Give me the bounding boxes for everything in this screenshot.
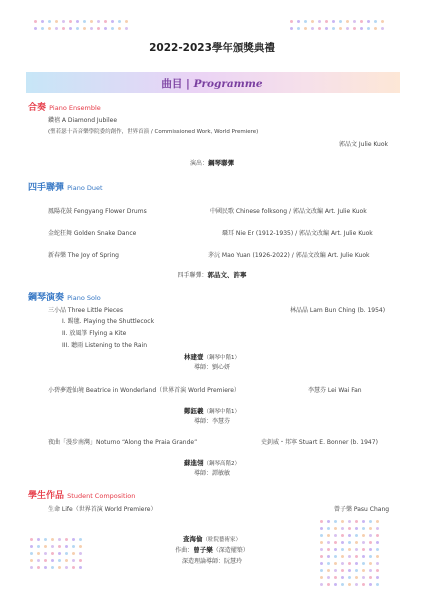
decor-dot <box>34 27 37 30</box>
decor-dot <box>360 20 363 23</box>
decor-dot <box>304 20 307 23</box>
section-heading-duet: 四手聯彈 Piano Duet <box>28 183 103 193</box>
decor-dot <box>376 576 379 579</box>
section-heading-solo: 鋼琴演奏 Piano Solo <box>28 293 101 303</box>
solo-piece3-composer: 史釗威・邦寧 Stuart E. Bonner (b. 1947) <box>261 439 378 446</box>
decor-dot <box>58 566 61 569</box>
decor-dot <box>44 566 47 569</box>
page-title: 2022-2023學年頒獎典禮 <box>149 42 275 54</box>
decor-dot <box>69 27 72 30</box>
decor-dot <box>346 20 349 23</box>
decor-dot <box>325 27 328 30</box>
decor-dot <box>334 569 337 572</box>
decor-dot <box>374 20 377 23</box>
decor-dot <box>327 520 330 523</box>
decor-dot <box>320 569 323 572</box>
section-heading-composition: 學生作品 Student Composition <box>28 491 136 501</box>
decor-dot <box>318 20 321 23</box>
solo-piece2-title: 小碧夢遊仙境 Beatrice in Wonderland（世界首演 World Premiere） <box>48 387 240 394</box>
decor-dot <box>311 27 314 30</box>
decor-dot <box>355 583 358 586</box>
decor-dot <box>369 527 372 530</box>
decor-dot <box>97 27 100 30</box>
decor-dot <box>90 27 93 30</box>
decor-dot <box>290 20 293 23</box>
decor-dot <box>362 569 365 572</box>
decor-dot <box>367 27 370 30</box>
decor-dot <box>353 20 356 23</box>
ensemble-performer: 演出：鋼琴聯彈 <box>189 159 234 167</box>
decor-dot <box>341 520 344 523</box>
decor-dot <box>48 27 51 30</box>
decor-dot <box>339 20 342 23</box>
decor-dot <box>327 583 330 586</box>
decor-dot <box>297 27 300 30</box>
decor-dot <box>290 27 293 30</box>
solo-teacher-2: 導師：李慧芬 <box>193 418 230 425</box>
decor-dot <box>374 27 377 30</box>
decor-dot <box>339 27 342 30</box>
composition-title: 生命 Life（世界首演 World Premiere） <box>48 506 157 513</box>
decor-dot <box>355 569 358 572</box>
decor-dot <box>118 20 121 23</box>
decor-dot <box>48 20 51 23</box>
decor-dot <box>90 20 93 23</box>
decor-dot <box>111 27 114 30</box>
solo-performer-2: 鄭鈺羲（鋼琴中階1） <box>184 407 240 415</box>
decor-dot <box>55 27 58 30</box>
ensemble-note: (聖若瑟十音音樂學院委約創作，世界首演 / Commissioned Work, World Premiere) <box>48 129 259 135</box>
decor-dot <box>362 527 365 530</box>
decor-dot <box>320 527 323 530</box>
decor-dot <box>381 27 384 30</box>
decor-dot <box>327 527 330 530</box>
section-heading-ensemble: 合奏 Piano Ensemble <box>28 103 101 113</box>
decor-dot <box>65 566 68 569</box>
solo-teacher-3: 導師：譚敏敏 <box>193 470 230 477</box>
decor-dot <box>76 27 79 30</box>
duet-piece-composer: 中國民歌 Chinese folksong / 郭品文改編 Art. Julie Kuok <box>210 208 367 215</box>
decor-dot <box>51 566 54 569</box>
decor-dot <box>332 20 335 23</box>
decor-dot <box>41 20 44 23</box>
decor-dot <box>125 20 128 23</box>
decor-dot <box>334 527 337 530</box>
decor-dot <box>362 576 365 579</box>
decor-dot <box>83 27 86 30</box>
decor-dot <box>355 527 358 530</box>
solo-performer-1: 林建壹（鋼琴中階1） <box>184 353 240 361</box>
decor-dot <box>111 20 114 23</box>
decor-dot <box>341 569 344 572</box>
decor-dot <box>62 20 65 23</box>
decor-dot <box>311 20 314 23</box>
duet-performers: 四手聯彈：郭品文、許寧 <box>177 271 247 279</box>
decor-dot <box>97 20 100 23</box>
decor-dot <box>125 27 128 30</box>
decor-dot <box>341 576 344 579</box>
decor-dot <box>69 20 72 23</box>
decor-dot <box>348 569 351 572</box>
duet-piece-composer: 聶耳 Nie Er (1912-1935) / 郭品文改編 Art. Julie Kuok <box>222 230 373 237</box>
decor-dot <box>334 576 337 579</box>
decor-dot <box>376 527 379 530</box>
decor-dot <box>381 20 384 23</box>
decor-dot <box>83 20 86 23</box>
decor-dot <box>332 27 335 30</box>
decor-dot <box>348 583 351 586</box>
decor-dot <box>41 27 44 30</box>
duet-piece-title: 新春樂 The Joy of Spring <box>48 252 119 259</box>
composition-performer: 查海倫（駐院藝術家） <box>182 535 241 543</box>
ensemble-composer: 郭品文 Julie Kuok <box>339 141 388 148</box>
solo-performer-3: 蘇進翎（鋼琴高階2） <box>184 459 240 467</box>
decor-dot <box>297 20 300 23</box>
decor-dot <box>327 576 330 579</box>
decor-dot <box>362 520 365 523</box>
decor-dot <box>104 20 107 23</box>
decor-dot <box>76 20 79 23</box>
composition-composer: 曾子樂 Pasu Chang <box>334 506 390 513</box>
decor-dot <box>376 569 379 572</box>
decor-dot <box>37 566 40 569</box>
decor-dot <box>355 576 358 579</box>
decor-dot <box>34 20 37 23</box>
decor-dot <box>334 520 337 523</box>
composition-teacher: 深造理論導師：阮慧玲 <box>181 558 242 565</box>
decor-dot <box>327 569 330 572</box>
solo-piece2-composer: 李慧芬 Lei Wai Fan <box>308 387 362 394</box>
decor-dot <box>320 520 323 523</box>
decor-dot <box>348 527 351 530</box>
decor-dot <box>341 583 344 586</box>
decor-dot <box>346 27 349 30</box>
decor-dot <box>55 20 58 23</box>
decor-dot <box>30 566 33 569</box>
solo-piece1-title: 三小品 Three Little Pieces <box>48 307 123 314</box>
decor-dot <box>348 576 351 579</box>
composition-writer: 作曲：曾子樂（深造擢築） <box>175 546 249 554</box>
duet-piece-composer: 茅沅 Mao Yuan (1926-2022) / 郭品文改編 Art. Julie Kuok <box>208 252 370 259</box>
solo-movement: III. 聽雨 Listening to the Rain <box>62 342 148 349</box>
solo-teacher-1: 導師：劉心妍 <box>193 364 230 371</box>
decor-dot <box>353 27 356 30</box>
decor-dot <box>348 520 351 523</box>
solo-piece3-title: 夜曲「漫步南灣」Noturno “Along the Praia Grande” <box>48 439 198 446</box>
dot-pattern-bottom-right <box>320 520 383 590</box>
decor-dot <box>367 20 370 23</box>
duet-piece-title: 鳳陽花鼓 Fengyang Flower Drums <box>48 208 147 215</box>
decor-dot <box>118 27 121 30</box>
decor-dot <box>369 583 372 586</box>
duet-piece-title: 金蛇狂舞 Golden Snake Dance <box>48 230 137 237</box>
decor-dot <box>62 27 65 30</box>
solo-movement: II. 放風箏 Flying a Kite <box>62 330 127 337</box>
decor-dot <box>369 520 372 523</box>
decor-dot <box>320 583 323 586</box>
decor-dot <box>369 569 372 572</box>
decor-dot <box>362 583 365 586</box>
decor-dot <box>72 566 75 569</box>
decor-dot <box>376 583 379 586</box>
solo-movement: I. 踢毽. Playing the Shuttlecock <box>62 318 155 325</box>
programme-heading: 曲目 | Programme <box>161 78 263 90</box>
decor-dot <box>320 576 323 579</box>
decor-dot <box>325 20 328 23</box>
decor-dot <box>376 520 379 523</box>
decor-dot <box>369 576 372 579</box>
decor-dot <box>341 527 344 530</box>
decor-dot <box>104 27 107 30</box>
dot-pattern-top-right <box>290 20 388 34</box>
decor-dot <box>360 27 363 30</box>
ensemble-piece: 鑽禧 A Diamond Jubilee <box>48 117 118 124</box>
decor-dot <box>355 520 358 523</box>
decor-dot <box>304 27 307 30</box>
decor-dot <box>318 27 321 30</box>
decor-dot <box>79 566 82 569</box>
solo-piece1-composer: 林品晶 Lam Bun Ching (b. 1954) <box>290 307 386 314</box>
dot-pattern-top <box>34 20 132 34</box>
decor-dot <box>334 583 337 586</box>
